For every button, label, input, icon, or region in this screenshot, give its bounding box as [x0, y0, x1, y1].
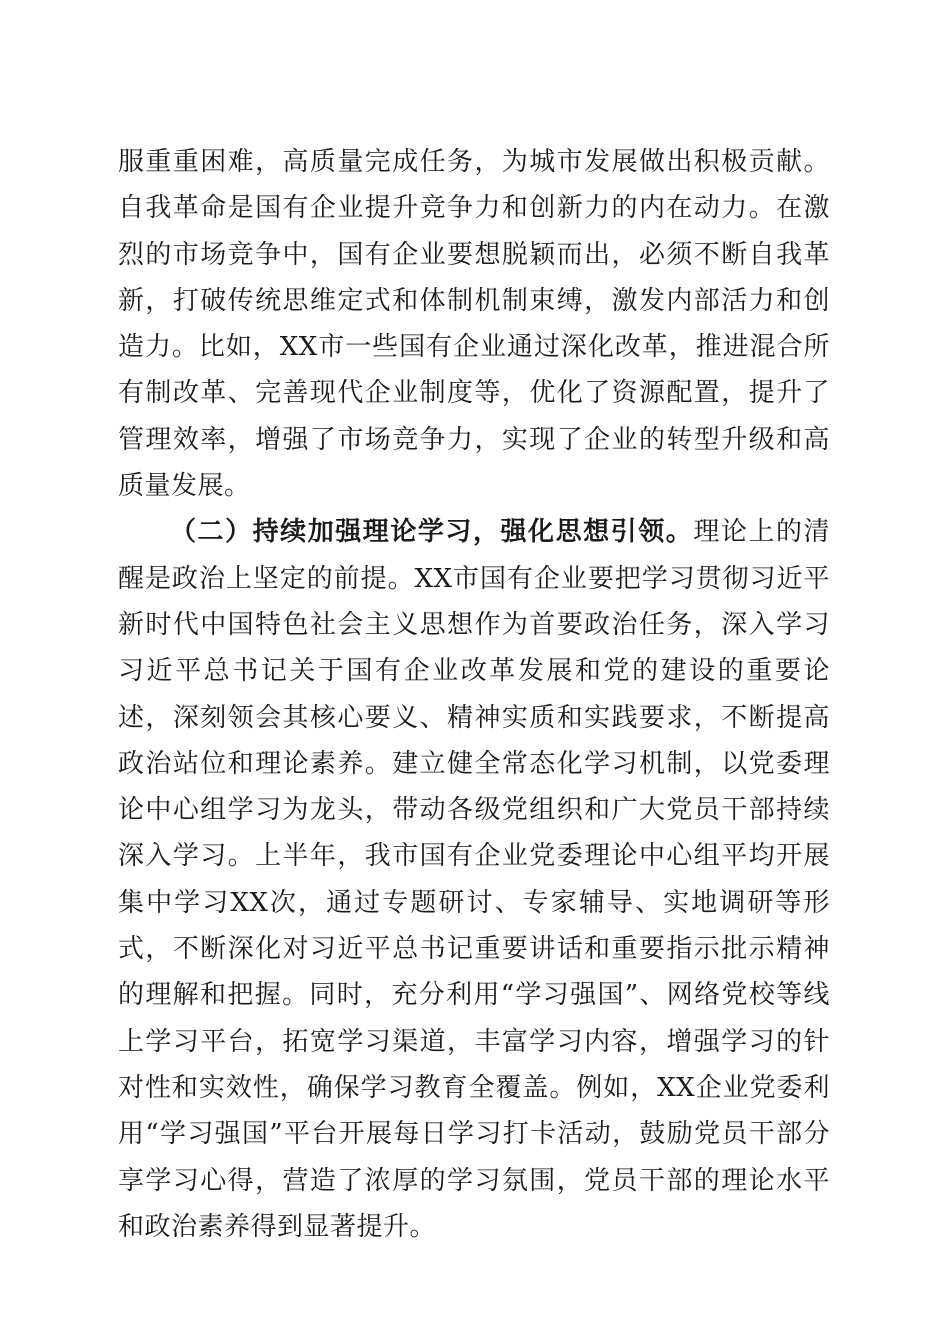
section-heading: （二）持续加强理论学习，强化思想引领。 — [170, 517, 694, 548]
paragraph-continuation — [118, 139, 830, 509]
paragraph-section-two — [118, 509, 830, 1250]
document-body — [118, 139, 830, 1250]
paragraph-text: 服重重困难，高质量完成任务，为城市发展做出积极贡献。自我革命是国有企业提升竞争力和创新力的内在动力。在激烈的市场竞争中，国有企业要想脱颖而出，必须不断自我革新，打破传统思维定式和体制机制束缚，激发内部活力和创造力。比如，XX市一些国有企业通过深化改革，推进混合所有制改革、完善现代企业制度等，优化了资源配置，提升了管理效率，增强了市场竞争力，实现了企业的转型升级和高质量发展。 — [118, 147, 830, 502]
paragraph-text: 理论上的清醒是政治上坚定的前提。XX市国有企业要把学习贯彻习近平新时代中国特色社会主义思想作为首要政治任务，深入学习习近平总书记关于国有企业改革发展和党的建设的重要论述，深刻领会其核心要义、精神实质和实践要求，不断提高政治站位和理论素养。建立健全常态化学习机制，以党委理论中心组学习为龙头，带动各级党组织和广大党员干部持续深入学习。上半年，我市国有企业党委理论中心组平均开展集中学习XX次，通过专题研讨、专家辅导、实地调研等形式，不断深化对习近平总书记重要讲话和重要指示批示精神的理解和把握。同时，充分利用“学习强国”、网络党校等线上学习平台，拓宽学习渠道，丰富学习内容，增强学习的针对性和实效性，确保学习教育全覆盖。例如，XX企业党委利用“学习强国”平台开展每日学习打卡活动，鼓励党员干部分享学习心得，营造了浓厚的学习氛围，党员干部的理论水平和政治素养得到显著提升。 — [118, 517, 830, 1242]
